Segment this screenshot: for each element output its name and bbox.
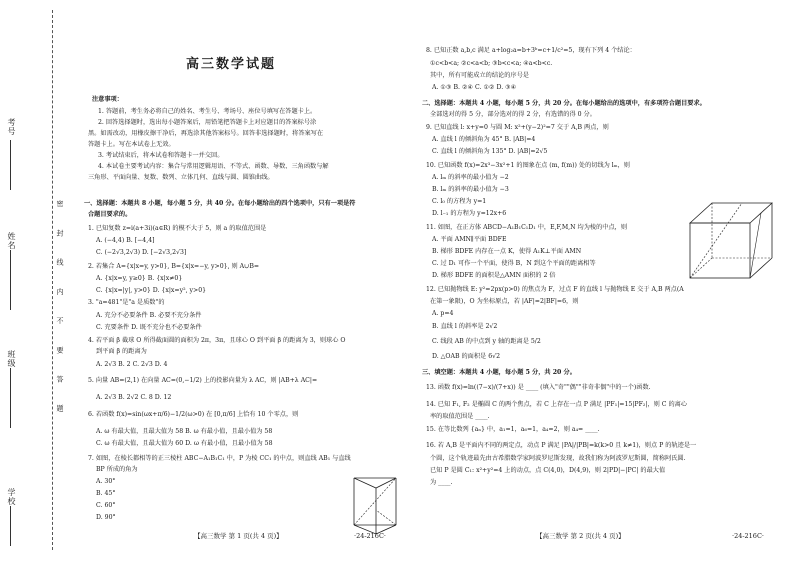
school-label: 学校 bbox=[7, 488, 16, 506]
question-line: 7. 如图，在棱长都相等的正三棱柱 ABC−A₁B₁C₁ 中，P 为棱 CC₁ 的中点，则直线 AB₁ 与直线 bbox=[88, 455, 351, 462]
notice-line: 三角形、平面向量、复数、数列、立体几何、直线与圆、圆锥曲线。 bbox=[88, 174, 274, 181]
class-label: 班级 bbox=[7, 350, 16, 368]
page-1 bbox=[86, 0, 416, 561]
option-line: A. (−4,4) B. [−4,4] bbox=[96, 237, 155, 244]
question-line: 5. 向量 AB=(2,1) 在向量 AC=(0,−1/2) 上的投影向量为 λ AC，则 |AB+λ AC|= bbox=[88, 377, 318, 384]
exam-no-label: 考号 bbox=[7, 118, 16, 136]
option-line: C. 60° bbox=[96, 502, 116, 509]
seal-text: 密 封 线 内 不 要 答 题 bbox=[56, 200, 64, 422]
section-1-heading-cont: 合题目要求的。 bbox=[88, 211, 132, 218]
option-line: A. lₘ 的斜率的最小值为 −2 bbox=[432, 174, 509, 181]
question-line: 其中，所有可能成立的结论的序号是 bbox=[430, 72, 529, 79]
section-2-heading: 二、选择题：本题共 4 小题，每小题 5 分，共 20 分。在每小题给出的选项中，有多项符合题目要求。 bbox=[422, 100, 706, 107]
seal-dash-line bbox=[52, 10, 53, 550]
question-line: 4. 若平面 β 截球 O 所得截面圆的面积为 2π，3π，且球心 O 到平面 β 的距离为 3，则球心 O bbox=[88, 337, 346, 344]
option-line: C. 过 D₁ 可作一个平面，使得 B，N 到这个平面的距离相等 bbox=[432, 260, 596, 267]
option-line: A. 30° bbox=[96, 478, 116, 485]
page-title: 高三数学试题 bbox=[186, 57, 277, 72]
question-line: BP 所成的角为 bbox=[96, 466, 138, 473]
footer-page-2: 【高三数学 第 2 页(共 4 页)】 bbox=[536, 532, 625, 540]
question-line: 个圆，这个轨迹最先由古希腊数学家阿波罗尼斯发现，故我们称为阿波罗尼斯圆，简称阿氏圆. bbox=[430, 455, 686, 462]
exam-no-line bbox=[10, 140, 11, 190]
option-line: A. 直线 l 的倾斜角为 45° B. |AB|=4 bbox=[432, 136, 536, 143]
option-line: A. 2√3 B. 2√2 C. 8 D. 12 bbox=[96, 394, 172, 401]
question-line: 到平面 β 的距离为 bbox=[96, 348, 147, 355]
footer-code-1: ·24-216C· bbox=[354, 532, 386, 540]
question-line: 14. 已知 F₁, F₂ 是椭圆 C 的两个焦点，若 C 上存在一点 P 满足 |PF₁|=15|PF₂|，则 C 的离心 bbox=[426, 401, 688, 408]
question-line: 8. 已知正数 a,b,c 满足 a+log₂a=b+3ᵇ=c+1/c²=5，现有下列 4 个结论： bbox=[426, 47, 636, 54]
notice-line: 4. 本试卷主要考试内容：集合与常用逻辑用语、不等式、函数、导数、三角函数与解 bbox=[98, 163, 329, 170]
option-line: D. △OAB 的面积是 6√2 bbox=[432, 353, 501, 360]
question-line: ①c<b<a; ②c<a<b; ③b<c<a; ④a<b<c. bbox=[430, 60, 553, 67]
section-3-heading: 三、填空题：本题共 4 小题，每小题 5 分，共 20 分。 bbox=[422, 369, 576, 376]
footer-page-1: 【高三数学 第 1 页(共 4 页)】 bbox=[194, 532, 283, 540]
option-line: D. 90° bbox=[96, 514, 116, 521]
option-line: A. ω 有最大值，且最大值为 58 B. ω 有最小值，且最小值为 58 bbox=[96, 428, 273, 435]
notice-line: 答题卡上。写在本试卷上无效。 bbox=[88, 141, 175, 148]
option-line: B. 梯形 BDFE 内存在一点 K，使得 A₁K⊥平面 AMN bbox=[432, 248, 582, 255]
option-line: A. {x|x=y, y≥0} B. {x|x≠0} bbox=[96, 275, 183, 282]
question-line: 16. 若 A,B 是平面内不同的两定点，动点 P 满足 |PA|/|PB|=k(k>0 且 k≠1)，则点 P 的轨迹是一 bbox=[426, 442, 697, 449]
option-line: D. 梯形 BDFE 的面积是△AMN 面积的 2 倍 bbox=[432, 272, 556, 279]
name-line bbox=[10, 250, 11, 310]
section-1-heading: 一、选择题：本题共 8 小题，每小题 5 分，共 40 分。在每小题给出的四个选项中，只有一项是符 bbox=[84, 200, 356, 207]
option-line: A. 充分不必要条件 B. 必要不充分条件 bbox=[96, 312, 202, 319]
option-line: B. 45° bbox=[96, 490, 116, 497]
question-line: 15. 在等比数列 {aₙ} 中，a₁=1，a₆=1，a₄=2，则 a₄= ____. bbox=[426, 426, 600, 433]
question-line: 9. 已知直线 l: x+y=0 与圆 M: x²+(y−2)²=7 交于 A,B 两点，则 bbox=[426, 124, 609, 131]
option-line: C. {x|x=|y|, y>0} D. {x|x=y², y>0} bbox=[96, 287, 207, 294]
notice-heading: 注意事项： bbox=[92, 96, 123, 103]
option-line: A. 平面 AMN∥平面 BDFE bbox=[432, 236, 507, 243]
notice-line: 1. 答题前，考生务必将自己的姓名、考生号、考场号、座位号填写在答题卡上。 bbox=[98, 108, 317, 115]
notice-line: 黑。如需改动，用橡皮擦干净后，再选涂其他答案标号。回答非选择题时，将答案写在 bbox=[88, 130, 324, 137]
cube-figure bbox=[682, 195, 782, 285]
option-line: A. p=4 bbox=[432, 310, 454, 317]
page-2 bbox=[422, 0, 790, 561]
question-line: 11. 如图，在正方体 ABCD−A₁B₁C₁D₁ 中，E,F,M,N 均为棱的中点，则 bbox=[426, 224, 628, 231]
option-line: C. 直线 l 的倾斜角为 135° D. |AB|=2√5 bbox=[432, 148, 548, 155]
question-line: 3. "a=481"是"a 是质数"的 bbox=[88, 299, 165, 306]
option-line: D. l₋₁ 的方程为 y=12x+6 bbox=[432, 210, 507, 217]
school-line bbox=[10, 506, 11, 546]
question-line: 2. 若集合 A={x|x=y, y>0}, B={x|x=−y, y>0}, 则 A∪B= bbox=[88, 263, 260, 270]
notice-line: 2. 回答选择题时，选出每小题答案后，用铅笔把答题卡上对应题目的答案标号涂 bbox=[98, 119, 317, 126]
notice-line: 3. 考试结束后，将本试卷和答题卡一并交回。 bbox=[98, 152, 224, 159]
question-line: 已知 P 是圆 C₁: x²+y²=4 上的动点，点 C(4,0)，D(4,9)，则 2|PD|−|PC| 的最大值 bbox=[430, 467, 666, 474]
name-label: 姓名 bbox=[7, 232, 16, 250]
option-line: C. 线段 AB 的中点到 y 轴的距离是 5/2 bbox=[432, 338, 541, 345]
option-line: C. 充要条件 D. 既不充分也不必要条件 bbox=[96, 324, 202, 331]
binding-strip bbox=[0, 0, 64, 561]
option-line: A. 2√3 B. 2 C. 2√3 D. 4 bbox=[96, 361, 168, 368]
option-line: B. lₘ 的斜率的最小值为 −3 bbox=[432, 186, 509, 193]
option-line: B. 直线 l 的斜率是 2√2 bbox=[432, 323, 498, 330]
footer-code-2: ·24-216C· bbox=[732, 532, 764, 540]
option-line: C. l₀ 的方程为 y=1 bbox=[432, 198, 487, 205]
question-line: 为 ____. bbox=[430, 479, 453, 486]
option-line: A. ①③ B. ②④ C. ①② D. ③④ bbox=[432, 84, 517, 91]
section-2-note: 全部选对的得 5 分，部分选对的得 2 分，有选错的得 0 分。 bbox=[430, 111, 596, 118]
question-line: 1. 已知复数 z=i(a+3i)(a∈R) 的模不大于 5，则 a 的取值范围是 bbox=[88, 225, 267, 232]
question-line: 在第一象限)，O 为坐标原点，若 |AF|=2|BF|=6，则 bbox=[430, 298, 579, 305]
question-line: 10. 已知函数 f(x)=2x³−3x²+1 的图象在点 (m, f(m)) 处的切线为 lₘ，则 bbox=[426, 162, 630, 169]
option-line: C. ω 有最大值，且最大值为 60 D. ω 有最小值，且最小值为 58 bbox=[96, 440, 273, 447]
question-line: 13. 函数 f(x)=ln((7−x)/(7+x)) 是 ____ (填入"奇""偶""非奇非偶"中的一个)函数. bbox=[426, 384, 651, 391]
question-line: 12. 已知抛物线 E: y²=2px(p>0) 的焦点为 F，过点 F 的直线 l 与抛物线 E 交于 A,B 两点(A bbox=[426, 286, 684, 293]
prism-figure bbox=[346, 470, 406, 540]
question-line: 率的取值范围是 ____. bbox=[430, 413, 490, 420]
question-line: 6. 若函数 f(x)=sin(ωx+π/6)−1/2(ω>0) 在 [0,π/6] 上恰有 10 个零点，则 bbox=[88, 411, 299, 418]
class-line bbox=[10, 368, 11, 428]
option-line: C. (−2√3,2√3) D. [−2√3,2√3] bbox=[96, 249, 187, 256]
